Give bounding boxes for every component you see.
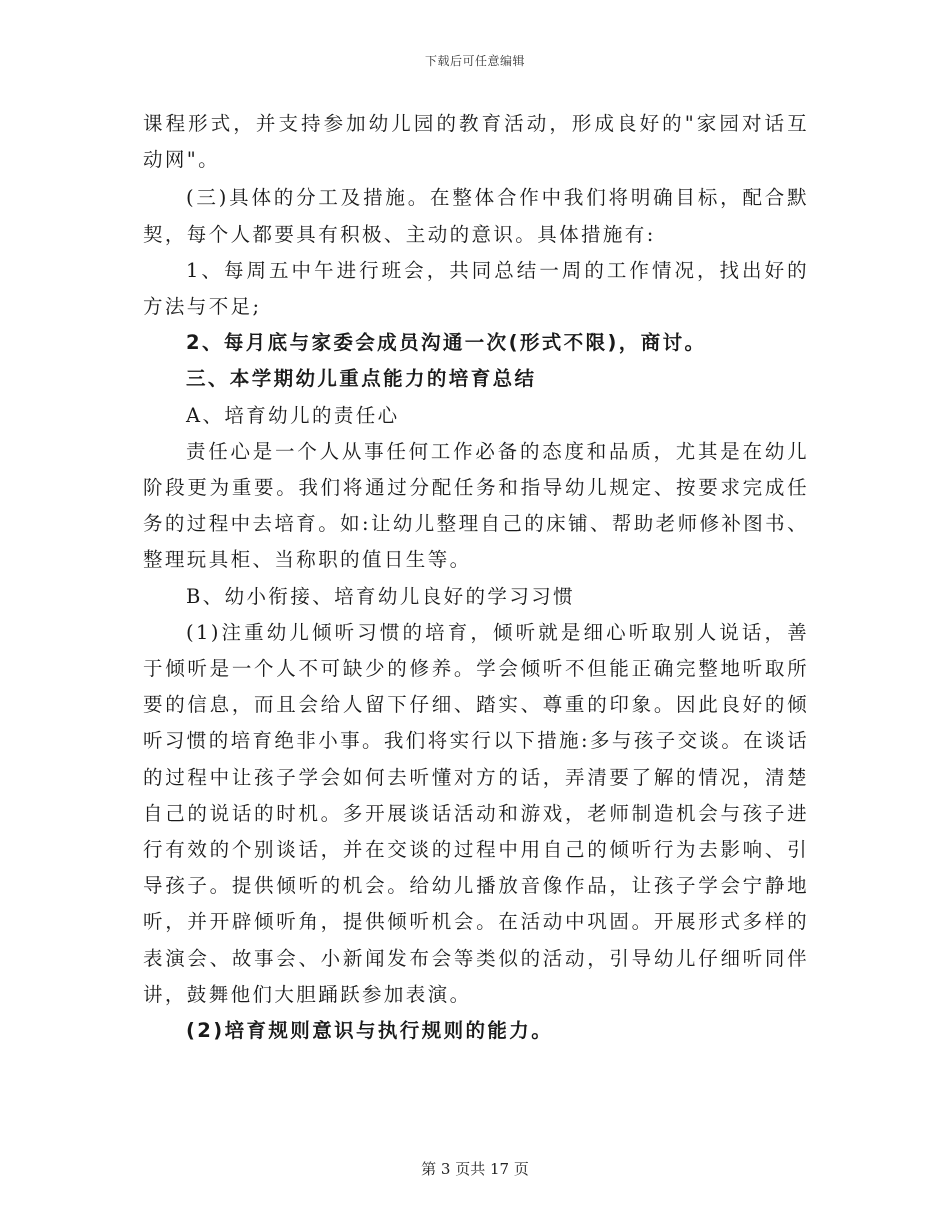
paragraph-measure-2: 2、每月底与家委会成员沟通一次(形式不限)，商讨。	[186, 331, 707, 355]
paragraph-listening-habits: (1)注重幼儿倾听习惯的培育，倾听就是细心听取别人说话，善于倾听是一个人不可缺少的修养。学会倾听不但能正确完整地听取所要的信息，而且会给人留下仔细、踏实、尊重的印象。因此良好的倾听习惯的培育绝非小事。我们将实行以下措施:多与孩子交谈。在谈话的过程中让孩子学会如何去听懂对方的话，弄清要了解的情况，清楚自己的说话的时机。多开展谈话活动和游戏，老师制造机会与孩子进行有效的个别谈话，并在交谈的过程中用自己的倾听行为去影响、引导孩子。提供倾听的机会。给幼儿播放音像作品，让孩子学会宁静地听，并开辟倾听角，提供倾听机会。在活动中巩固。开展形式多样的表演会、故事会、小新闻发布会等类似的活动，引导幼儿仔细听同伴讲，鼓舞他们大胆踊跃参加表演。	[143, 620, 809, 1006]
paragraph-responsibility: 责任心是一个人从事任何工作必备的态度和品质，尤其是在幼儿阶段更为重要。我们将通过分配任务和指导幼儿规定、按要求完成任务的过程中去培育。如:让幼儿整理自己的床铺、帮助老师修补图书、整理玩具柜、当称职的值日生等。	[143, 439, 809, 572]
paragraph-rules-awareness: (2)培育规则意识与执行规则的能力。	[186, 1019, 554, 1043]
page-header: 下载后可任意编辑	[424, 54, 525, 68]
subheading-b: B、幼小衔接、培育幼儿良好的学习习惯	[186, 584, 576, 608]
section-heading-three: 三、本学期幼儿重点能力的培育总结	[186, 367, 537, 391]
subheading-a: A、培育幼儿的责任心	[186, 403, 400, 427]
paragraph-course-form: 课程形式，并支持参加幼儿园的教育活动，形成良好的"家园对话互动网"。	[143, 112, 809, 172]
paragraph-division-measures: (三)具体的分工及措施。在整体合作中我们将明确目标，配合默契，每个人都要具有积极、主动的意识。具体措施有:	[143, 186, 809, 246]
page-footer: 第 3 页共 17 页	[421, 1160, 529, 1178]
paragraph-measure-1: 1、每周五中午进行班会，共同总结一周的工作情况，找出好的方法与不足;	[143, 258, 809, 319]
document-body	[143, 106, 809, 1049]
